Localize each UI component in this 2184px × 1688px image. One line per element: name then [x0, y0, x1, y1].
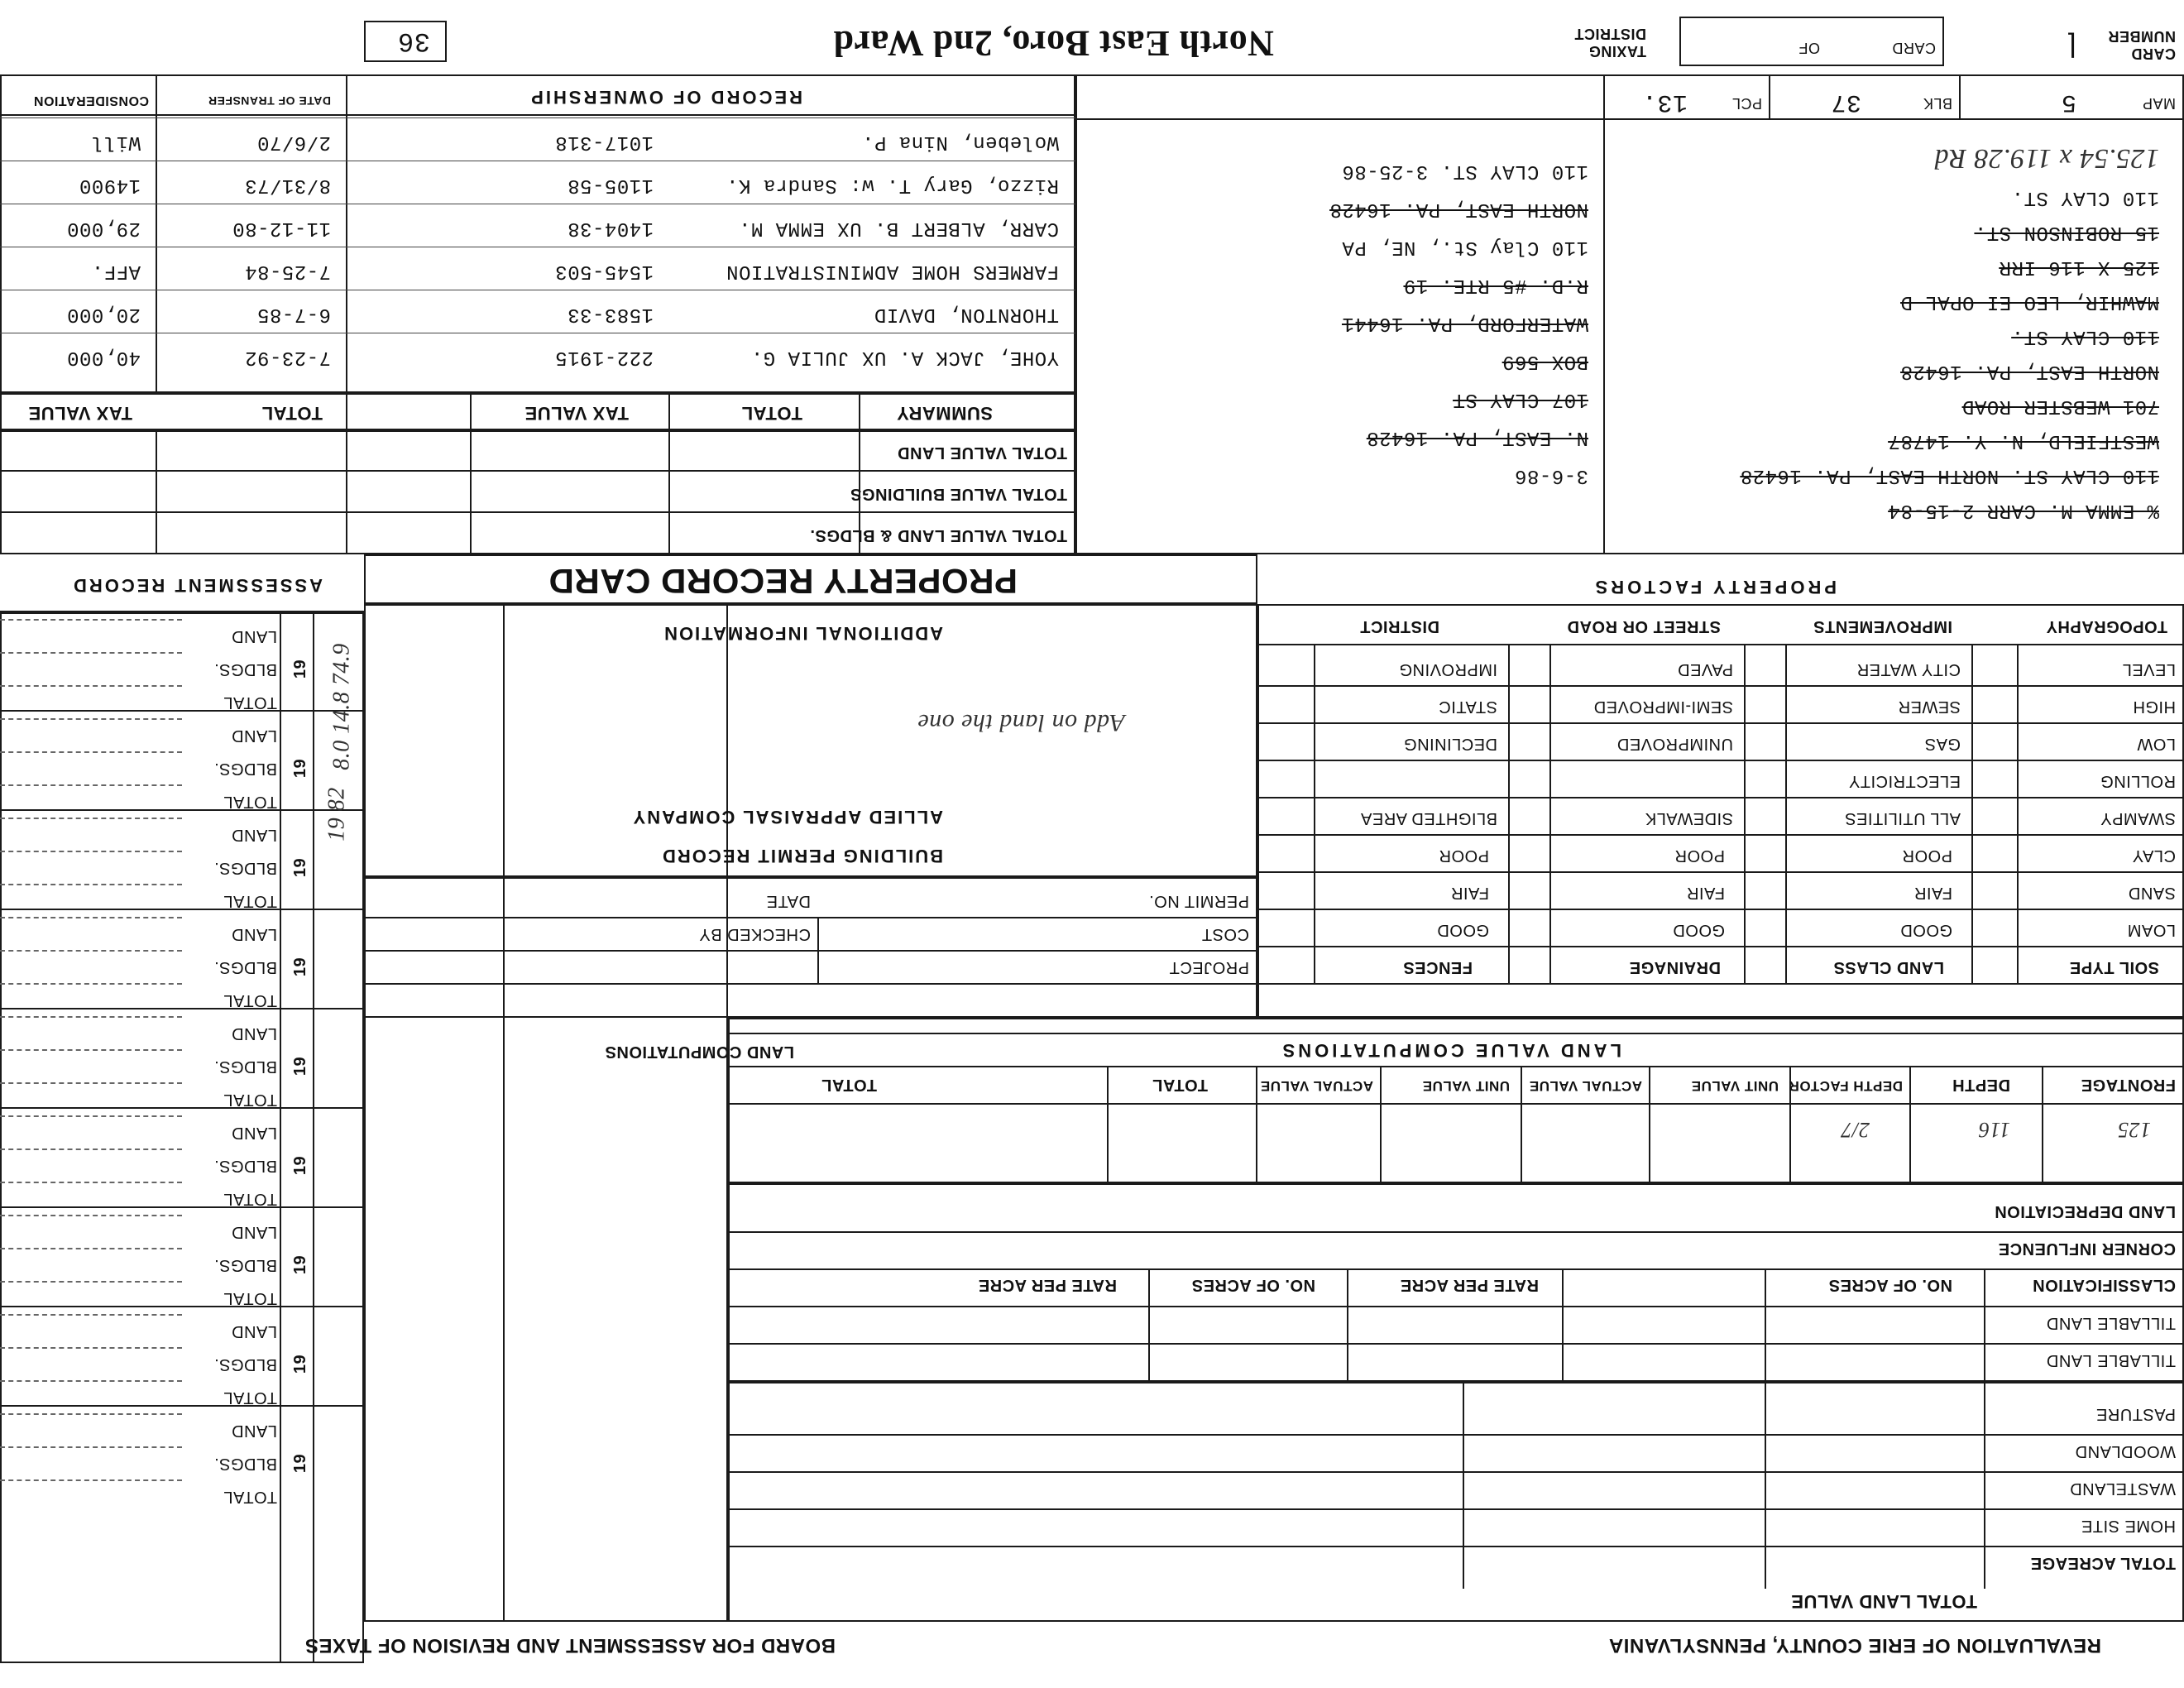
col-actual-value-1: ACTUAL VALUE — [1529, 1078, 1642, 1094]
owner-transfer-date: 2/6/70 — [256, 131, 331, 153]
assessment-line — [0, 1446, 182, 1448]
fences-title: FENCES — [1402, 958, 1473, 976]
assessment-bldgs: BLDGS. — [213, 859, 277, 877]
owner-consideration: Will — [91, 131, 141, 153]
assessment-line — [0, 1215, 182, 1216]
assessment-line — [0, 1115, 182, 1117]
assessment-line — [0, 718, 182, 720]
ownership-col-date: DATE OF TRANSFER — [208, 94, 331, 108]
assessment-block-divider — [0, 611, 364, 612]
property-record-title: PROPERTY RECORD CARD — [548, 562, 1018, 601]
acres-1-label: NO. OF ACRES — [1828, 1276, 1952, 1294]
district-blighted: BLIGHTED AREA — [1360, 809, 1497, 827]
assessment-bldgs: BLDGS. — [213, 660, 277, 679]
total-acreage-label: TOTAL ACREAGE — [2030, 1554, 2176, 1572]
permit-checked-by: CHECKED BY — [698, 925, 811, 943]
assessment-line — [0, 784, 182, 786]
rate-2-label: RATE PER ACRE — [978, 1276, 1117, 1294]
card-number-label: CARD NUMBER — [2108, 28, 2176, 62]
mailing-address-line: 15 ROBINSON ST. — [1974, 221, 2159, 243]
depth-value: 116 — [1978, 1118, 2010, 1142]
assessment-bldgs: BLDGS. — [213, 958, 277, 976]
assessment-line — [0, 983, 182, 985]
assessment-land: LAND — [231, 727, 277, 745]
assessment-total: TOTAL — [223, 1289, 277, 1307]
ownership-title: RECORD OF OWNERSHIP — [529, 87, 802, 108]
assessment-total: TOTAL — [223, 693, 277, 712]
soil-sand: SAND — [2128, 884, 2176, 902]
district-improving: IMPROVING — [1399, 660, 1497, 679]
owner-deed-ref: 1017-318 — [554, 131, 654, 153]
land-computations-title: LAND COMPUTATIONS — [605, 1043, 794, 1061]
summary-title: SUMMARY — [896, 403, 993, 424]
header-right-title: BOARD FOR ASSESSMENT AND REVISION OF TAXES — [304, 1634, 836, 1657]
property-address-line: 107 CLAY ST — [1453, 388, 1588, 410]
land-value-title: LAND VALUE COMPUTATIONS — [1279, 1040, 1621, 1061]
assessment-line — [0, 884, 182, 885]
district-name: North East Boro, 2nd Ward — [833, 23, 1274, 64]
assessment-land: LAND — [231, 925, 277, 943]
assessment-bldgs: BLDGS. — [213, 1355, 277, 1374]
assessment-line — [0, 1413, 182, 1415]
assessment-block-divider — [0, 1405, 364, 1407]
card-label: CARD — [1891, 40, 1936, 56]
topo-level: LEVEL — [2122, 660, 2176, 679]
assessment-block-divider — [0, 909, 364, 910]
soil-type-title: SOIL TYPE — [2069, 958, 2159, 976]
fences-fair: FAIR — [1450, 884, 1489, 902]
assessment-values-note: 8.0 14.8 74.9 — [328, 643, 355, 770]
assessment-bldgs: BLDGS. — [213, 1157, 277, 1175]
impr-electricity: ELECTRICITY — [1848, 772, 1961, 790]
assessment-line — [0, 619, 182, 621]
assessment-year: 19 — [290, 857, 309, 878]
mailing-address-line: 125 X 116 IRR — [1999, 256, 2159, 278]
assessment-line — [0, 1149, 182, 1150]
assessment-year: 19 — [290, 758, 309, 779]
improvements-title: IMPROVEMENTS — [1813, 617, 1952, 635]
taxing-district-label: TAXING DISTRICT — [1574, 26, 1646, 60]
building-permit-title: BUILDING PERMIT RECORD — [661, 846, 943, 866]
street-semi-improved: SEMI-IMPROVED — [1593, 698, 1733, 716]
acreage-table — [728, 1382, 2184, 1622]
property-address-line: R.D. #5 RTE. 19 — [1403, 274, 1588, 296]
pcl-value: 13. — [1641, 88, 1688, 116]
assessment-line — [0, 1314, 182, 1316]
owner-consideration: 40,000 — [66, 346, 141, 368]
drainage-title: DRAINAGE — [1629, 958, 1721, 976]
topography-title: TOPOGRAPHY — [2046, 617, 2167, 635]
assessment-year-note: 19 82 — [323, 787, 350, 842]
topo-low: LOW — [2136, 735, 2176, 753]
property-factors-title: PROPERTY FACTORS — [1592, 577, 1837, 597]
pasture-label: PASTURE — [2095, 1405, 2176, 1423]
land-class-fair: FAIR — [1913, 884, 1952, 902]
assessment-bldgs: BLDGS. — [213, 1455, 277, 1473]
property-address-line: 3-6-86 — [1514, 464, 1588, 487]
assessment-land: LAND — [231, 826, 277, 844]
assessment-line — [0, 1016, 182, 1018]
assessment-land: LAND — [231, 1223, 277, 1241]
assessment-line — [0, 652, 182, 654]
assessment-line — [0, 917, 182, 918]
owner-deed-ref: 1545-503 — [554, 260, 654, 282]
impr-sewer: SEWER — [1898, 698, 1961, 716]
assessment-line — [0, 1248, 182, 1249]
mailing-address-line: 110 CLAY ST. — [2011, 325, 2159, 348]
assessment-total: TOTAL — [223, 991, 277, 1009]
additional-info-note: Add on land the one — [917, 709, 1125, 736]
depth-factor-value: 2/7 — [1841, 1118, 1870, 1142]
rate-1-label: RATE PER ACRE — [1400, 1276, 1539, 1294]
land-depreciation-label: LAND DEPRECIATION — [1994, 1202, 2176, 1220]
assessment-bldgs: BLDGS. — [213, 1057, 277, 1076]
owner-name: YOHE, JACK A. UX JULIA G. — [750, 346, 1059, 368]
col-unit-value-2: UNIT VALUE — [1422, 1078, 1510, 1094]
assessment-total: TOTAL — [223, 1091, 277, 1109]
owner-deed-ref: 1583-33 — [567, 303, 654, 325]
assessment-line — [0, 851, 182, 852]
owner-name: Woleben, Nina P. — [861, 131, 1059, 153]
assessment-block-divider — [0, 1206, 364, 1208]
col-total-1: TOTAL — [1152, 1076, 1208, 1094]
mailing-address-line: 125.54 x 119.28 Rd — [1934, 143, 2159, 174]
assessment-bldgs: BLDGS. — [213, 760, 277, 778]
assessment-record-title: ASSESSMENT RECORD — [70, 575, 323, 596]
assessment-line — [0, 1182, 182, 1183]
street-sidewalk: SIDEWALK — [1645, 809, 1733, 827]
wasteland-label: WASTELAND — [2069, 1479, 2176, 1498]
pcl-label: PCL — [1731, 95, 1762, 112]
owner-deed-ref: 222-1915 — [554, 346, 654, 368]
assessment-total: TOTAL — [223, 1388, 277, 1407]
owner-consideration: 14900 — [79, 174, 141, 196]
land-class-good: GOOD — [1899, 921, 1952, 939]
assessment-year: 19 — [290, 1354, 309, 1374]
of-label: OF — [1798, 40, 1820, 56]
owner-row-divider — [0, 117, 1075, 118]
col-depth: DEPTH — [1952, 1076, 2010, 1094]
assessment-line — [0, 950, 182, 952]
drainage-fair: FAIR — [1686, 884, 1725, 902]
assessment-bldgs: BLDGS. — [213, 1256, 277, 1274]
topo-rolling: ROLLING — [2100, 772, 2176, 790]
district-code: 36 — [397, 26, 430, 56]
blk-label: BLK — [1923, 95, 1952, 112]
land-class-poor: POOR — [1902, 846, 1952, 865]
owner-name: CARR, ALBERT B. UX EMMA M. — [738, 217, 1059, 239]
assessment-line — [0, 751, 182, 753]
district-static: STATIC — [1438, 698, 1497, 716]
district-title: DISTRICT — [1359, 617, 1439, 635]
mailing-address-line: 701 WEBSTER ROAD — [1961, 395, 2159, 417]
assessment-line — [0, 1380, 182, 1382]
allied-appraisal: ALLIED APPRAISAL COMPANY — [631, 807, 943, 827]
street-unimproved: UNIMPROVED — [1616, 735, 1733, 753]
owner-deed-ref: 1105-58 — [567, 174, 654, 196]
drainage-poor: POOR — [1674, 846, 1725, 865]
assessment-block-divider — [0, 1306, 364, 1307]
permit-project: PROJECT — [1169, 958, 1249, 976]
owner-deed-ref: 1404-38 — [567, 217, 654, 239]
assessment-line — [0, 818, 182, 819]
owner-transfer-date: 7-25-84 — [244, 260, 331, 282]
summary-col-tax-value-2: TAX VALUE — [28, 403, 132, 424]
owner-transfer-date: 6-7-85 — [256, 303, 331, 325]
assessment-land: LAND — [231, 1024, 277, 1043]
owner-consideration: 20,000 — [66, 303, 141, 325]
permit-cost: COST — [1201, 925, 1249, 943]
property-address-line: BOX 569 — [1502, 350, 1588, 372]
assessment-line — [0, 1347, 182, 1349]
assessment-year: 19 — [290, 1254, 309, 1275]
property-address-line: NORTH EAST, PA. 16428 — [1329, 198, 1588, 220]
assessment-block-divider — [0, 809, 364, 811]
woodland-label: WOODLAND — [2075, 1442, 2176, 1460]
additional-info-box — [364, 604, 1257, 877]
assessment-total: TOTAL — [223, 793, 277, 811]
assessment-year: 19 — [290, 1056, 309, 1077]
assessment-year: 19 — [290, 659, 309, 679]
blk-value: 37 — [1830, 88, 1861, 116]
header-left-title: REVALUATION OF ERIE COUNTY, PENNSYLVANIA — [1608, 1634, 2101, 1657]
impr-gas: GAS — [1924, 735, 1961, 753]
additional-info-title: ADDITIONAL INFORMATION — [663, 623, 943, 644]
owner-consideration: AFF. — [91, 260, 141, 282]
ownership-col-consideration: CONSIDERATION — [33, 94, 149, 108]
soil-loam: LOAM — [2127, 921, 2176, 939]
col-unit-value-1: UNIT VALUE — [1691, 1078, 1779, 1094]
col-frontage: FRONTAGE — [2081, 1076, 2176, 1094]
owner-transfer-date: 7-23-92 — [244, 346, 331, 368]
mailing-address-line: 110 CLAY ST. — [2011, 186, 2159, 209]
summary-col-tax-value: TAX VALUE — [524, 403, 629, 424]
impr-city-water: CITY WATER — [1856, 660, 1961, 679]
impr-all-utilities: ALL UTILITIES — [1844, 809, 1961, 827]
owner-transfer-date: 11-12-80 — [232, 217, 331, 239]
tillable-land-1-label: TILLABLE LAND — [2046, 1351, 2176, 1369]
col-total-2: TOTAL — [821, 1076, 877, 1094]
assessment-line — [0, 1479, 182, 1481]
topo-high: HIGH — [2133, 698, 2176, 716]
card-number-mark: ⌊ — [2065, 30, 2076, 61]
mailing-address-line: MAWHIR, LEO EI OPAL D — [1900, 290, 2159, 313]
mailing-address-line: 110 CLAY ST. NORTH EAST, PA. 16428 — [1740, 464, 2159, 487]
drainage-good: GOOD — [1672, 921, 1725, 939]
col-depth-factor: DEPTH FACTOR — [1789, 1078, 1903, 1094]
assessment-year: 19 — [290, 957, 309, 977]
property-address-line: N. EAST, PA. 16428 — [1366, 426, 1588, 448]
owner-name: Rizzo, Gary T. w: Sandra K. — [726, 174, 1059, 196]
property-address-line: 110 Clay St., NE, PA — [1341, 236, 1588, 258]
summary-col-total-2: TOTAL — [261, 403, 323, 424]
assessment-line — [0, 1281, 182, 1283]
owner-name: THORNTON, DAVID — [874, 303, 1059, 325]
assessment-total: TOTAL — [223, 1488, 277, 1506]
district-declining: DECLINING — [1403, 735, 1497, 753]
assessment-block-divider — [0, 710, 364, 712]
property-address-line: WATERFORD, PA. 16441 — [1341, 312, 1588, 334]
mailing-address-line: WESTFIELD, N. Y. 14787 — [1888, 429, 2159, 452]
assessment-total: TOTAL — [223, 892, 277, 910]
soil-clay: CLAY — [2132, 846, 2176, 865]
permit-no: PERMIT NO. — [1148, 892, 1249, 910]
summary-land: TOTAL VALUE LAND — [897, 444, 1067, 462]
topo-swampy: SWAMPY — [2100, 809, 2176, 827]
assessment-line — [0, 685, 182, 687]
map-value: 5 — [2061, 88, 2076, 116]
land-class-title: LAND CLASS — [1833, 958, 1944, 976]
assessment-land: LAND — [231, 1124, 277, 1142]
acres-2-label: NO. OF ACRES — [1191, 1276, 1315, 1294]
summary-land-bldgs: TOTAL VALUE LAND & BLDGS. — [809, 526, 1067, 544]
street-title: STREET OR ROAD — [1567, 617, 1721, 635]
assessment-line — [0, 1049, 182, 1051]
assessment-year: 19 — [290, 1155, 309, 1176]
owner-consideration: 29,000 — [66, 217, 141, 239]
home-site-label: HOME SITE — [2081, 1517, 2176, 1535]
assessment-land: LAND — [231, 1422, 277, 1440]
building-permit-table — [364, 877, 1257, 1018]
corner-influence-label: CORNER INFLUENCE — [1998, 1240, 2176, 1258]
assessment-land: LAND — [231, 1322, 277, 1340]
col-actual-value-2: ACTUAL VALUE — [1260, 1078, 1373, 1094]
mailing-address-line: NORTH EAST, PA. 16428 — [1900, 360, 2159, 382]
summary-buildings: TOTAL VALUE BUILDINGS — [850, 485, 1067, 503]
frontage-value: 125 — [2117, 1118, 2151, 1142]
permit-date: DATE — [766, 892, 811, 910]
map-label: MAP — [2142, 95, 2176, 112]
assessment-year: 19 — [290, 1453, 309, 1474]
classification-label: CLASSIFICATION — [2032, 1276, 2176, 1294]
summary-col-total: TOTAL — [741, 403, 802, 424]
street-paved: PAVED — [1677, 660, 1733, 679]
owner-name: FARMERS HOME ADMINISTRATION — [726, 260, 1059, 282]
fences-good: GOOD — [1436, 921, 1489, 939]
assessment-block-divider — [0, 1107, 364, 1109]
assessment-land: LAND — [231, 627, 277, 645]
property-address-line: 110 CLAY ST. 3-25-86 — [1341, 160, 1588, 182]
tillable-land-2-label: TILLABLE LAND — [2046, 1314, 2176, 1332]
mailing-address-line: % EMMA M. CARR 2-15-84 — [1888, 499, 2159, 521]
assessment-block-divider — [0, 1008, 364, 1009]
owner-transfer-date: 8/31/73 — [244, 174, 331, 196]
assessment-line — [0, 1082, 182, 1084]
fences-poor: POOR — [1439, 846, 1489, 865]
total-land-value-label: TOTAL LAND VALUE — [1790, 1591, 1977, 1612]
assessment-total: TOTAL — [223, 1190, 277, 1208]
